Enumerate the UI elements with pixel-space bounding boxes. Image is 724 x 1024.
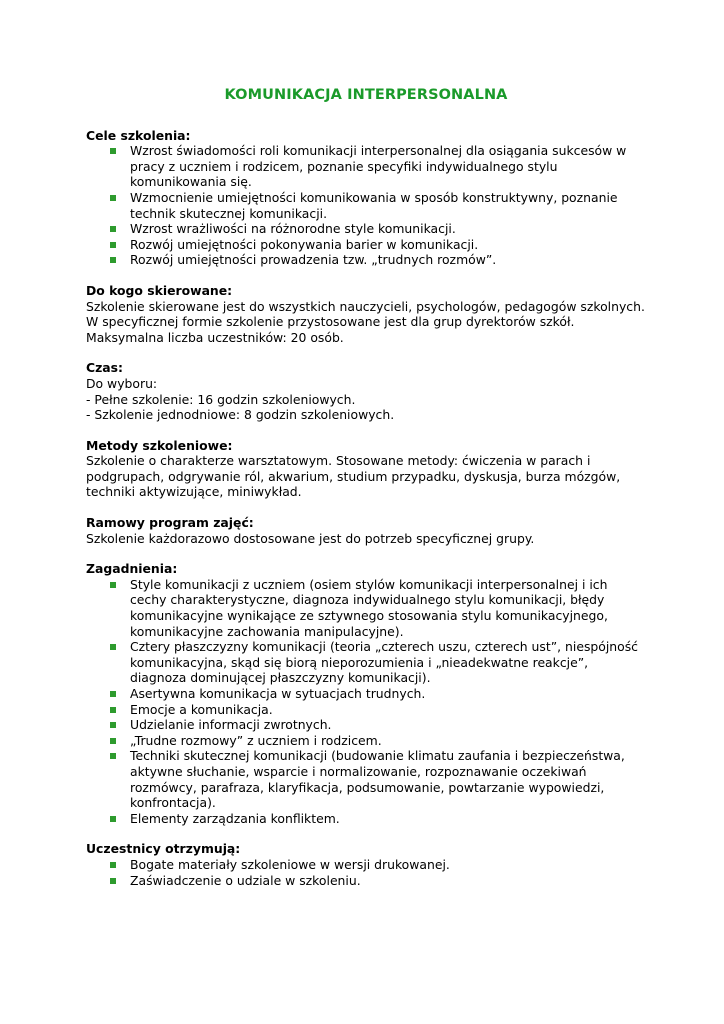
list-item: Emocje a komunikacja. <box>130 702 646 718</box>
list-item: „Trudne rozmowy” z uczniem i rodzicem. <box>130 733 646 749</box>
section-heading: Zagadnienia: <box>86 561 178 577</box>
section-cele <box>86 128 646 268</box>
square-bullet-icon <box>110 722 116 728</box>
square-bullet-icon <box>110 242 116 248</box>
section-uczestnicy <box>86 841 646 888</box>
list-item: Wzmocnienie umiejętności komunikowania w sposób konstruktywny, poznanie technik skutecznej komunikacji. <box>130 190 646 221</box>
document-title: KOMUNIKACJA INTERPERSONALNA <box>224 87 508 103</box>
list-item: Techniki skutecznej komunikacji (budowanie klimatu zaufania i bezpieczeństwa, aktywne słuchanie, wsparcie i normalizowanie, rozpoznawanie oczekiwań rozmówcy, parafraza, klaryfikacja, podsumowanie, powtarzanie wypowiedzi, konfrontacja). <box>130 748 646 810</box>
document-page <box>86 88 646 903</box>
list-item: Rozwój umiejętności pokonywania barier w komunikacji. <box>130 237 646 253</box>
list-item: Asertywna komunikacja w sytuacjach trudnych. <box>130 686 646 702</box>
section-heading: Metody szkoleniowe: <box>86 437 233 453</box>
paragraph: Szkolenie o charakterze warsztatowym. Stosowane metody: ćwiczenia w parach i podgrupach, odgrywanie ról, akwarium, studium przypadku, dyskusja, burza mózgów, techniki aktywizujące, miniwykład. <box>86 453 621 500</box>
list-item: Rozwój umiejętności prowadzenia tzw. „trudnych rozmów”. <box>130 252 646 268</box>
section-do-kogo <box>86 283 646 345</box>
square-bullet-icon <box>110 862 116 868</box>
square-bullet-icon <box>110 195 116 201</box>
square-bullet-icon <box>110 691 116 697</box>
section-heading: Do kogo skierowane: <box>86 282 233 298</box>
section-metody <box>86 438 646 500</box>
square-bullet-icon <box>110 753 116 759</box>
list-item: Wzrost świadomości roli komunikacji interpersonalnej dla osiągania sukcesów w pracy z uczniem i rodzicem, poznanie specyfiki indywidualnego stylu komunikowania się. <box>130 143 646 190</box>
square-bullet-icon <box>110 148 116 154</box>
text-line: W specyficznej formie szkolenie przystosowane jest dla grup dyrektorów szkół. <box>86 314 575 330</box>
square-bullet-icon <box>110 257 116 263</box>
square-bullet-icon <box>110 226 116 232</box>
text-line: - Pełne szkolenie: 16 godzin szkoleniowych. <box>86 391 356 407</box>
list-item: Bogate materiały szkoleniowe w wersji drukowanej. <box>130 857 646 873</box>
paragraph: Szkolenie każdorazowo dostosowane jest do potrzeb specyficznej grupy. <box>86 530 535 546</box>
section-heading: Uczestnicy otrzymują: <box>86 841 241 857</box>
bullet-list <box>86 577 646 827</box>
square-bullet-icon <box>110 707 116 713</box>
bullet-list <box>86 143 646 268</box>
square-bullet-icon <box>110 816 116 822</box>
section-czas <box>86 360 646 422</box>
square-bullet-icon <box>110 878 116 884</box>
section-heading: Ramowy program zajęć: <box>86 515 254 531</box>
square-bullet-icon <box>110 582 116 588</box>
section-ramowy-program <box>86 515 646 546</box>
text-line: Do wyboru: <box>86 375 158 391</box>
bullet-list <box>86 857 646 888</box>
section-heading: Czas: <box>86 360 123 376</box>
text-line: Szkolenie skierowane jest do wszystkich nauczycieli, psychologów, pedagogów szkolnych. <box>86 298 645 314</box>
section-zagadnienia <box>86 561 646 826</box>
list-item: Udzielanie informacji zwrotnych. <box>130 717 646 733</box>
list-item: Cztery płaszczyzny komunikacji (teoria „czterech uszu, czterech ust”, niespójność komunikacyjna, skąd się biorą nieporozumienia i „nieadekwatne reakcje”, diagnoza dominującej płaszczyzny komunikacji). <box>130 639 646 686</box>
text-line: - Szkolenie jednodniowe: 8 godzin szkoleniowych. <box>86 407 395 423</box>
section-heading: Cele szkolenia: <box>86 127 191 143</box>
list-item: Wzrost wrażliwości na różnorodne style komunikacji. <box>130 221 646 237</box>
list-item: Elementy zarządzania konfliktem. <box>130 811 646 827</box>
text-line: Maksymalna liczba uczestników: 20 osób. <box>86 329 344 345</box>
list-item: Style komunikacji z uczniem (osiem stylów komunikacji interpersonalnej i ich cechy charakterystyczne, diagnoza indywidualnego stylu komunikacji, błędy komunikacyjne wynikające ze sztywnego stosowania stylu komunikacyjnego, komunikacyjne zachowania manipulacyjne). <box>130 577 646 639</box>
list-item: Zaświadczenie o udziale w szkoleniu. <box>130 873 646 889</box>
square-bullet-icon <box>110 738 116 744</box>
square-bullet-icon <box>110 644 116 650</box>
